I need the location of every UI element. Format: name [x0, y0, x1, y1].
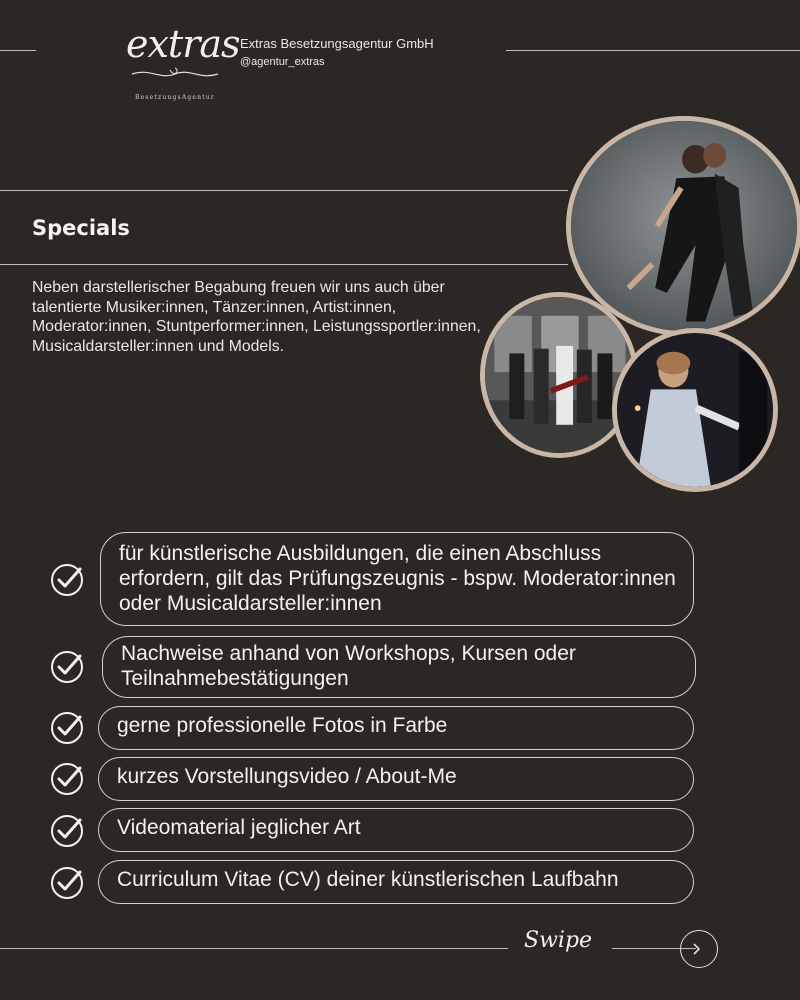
company-name: Extras Besetzungsagentur GmbH	[240, 36, 434, 51]
requirement-text: Videomaterial jeglicher Art	[117, 816, 361, 839]
requirement-item	[98, 860, 694, 904]
check-icon	[50, 563, 84, 597]
requirement-item	[98, 808, 694, 852]
section-line-top	[0, 190, 568, 191]
section-line-bottom	[0, 264, 568, 265]
header-line-right	[506, 50, 800, 51]
logo-flourish-icon	[130, 66, 220, 82]
swipe-label[interactable]: Swipe	[524, 928, 593, 953]
section-title: Specials	[32, 216, 130, 240]
photo-stage	[612, 328, 778, 492]
photo-band	[480, 292, 638, 458]
brand-logo	[120, 20, 240, 101]
swipe-arrow-button[interactable]	[680, 930, 718, 968]
requirement-item	[100, 532, 694, 626]
footer-line-left	[0, 948, 508, 949]
photo-dancers	[566, 116, 800, 336]
requirement-text: Curriculum Vitae (CV) deiner künstlerischen Laufbahn	[117, 868, 619, 891]
check-icon	[50, 650, 84, 684]
requirement-item	[102, 636, 696, 698]
stage-image	[617, 333, 773, 487]
requirement-text: für künstlerische Ausbildungen, die einen Abschluss erfordern, gilt das Prüfungszeugnis - bspw. Moderator:innen oder Musicaldarsteller:innen	[119, 542, 676, 615]
requirement-text: gerne professionelle Fotos in Farbe	[117, 714, 448, 737]
check-icon	[50, 762, 84, 796]
requirement-text: Nachweise anhand von Workshops, Kursen oder Teilnahmebestätigungen	[121, 642, 576, 690]
social-handle[interactable]: @agentur_extras	[240, 56, 325, 68]
intro-paragraph: Neben darstellerischer Begabung freuen wir uns auch über talentierte Musiker:innen, Tänzer:innen, Artist:innen, Moderator:innen, Stuntperformer:innen, Leistungssportler:innen, Musicaldarsteller:innen und Models.	[32, 279, 481, 355]
check-icon	[50, 866, 84, 900]
logo-wordmark: extras	[126, 22, 240, 66]
requirement-text: kurzes Vorstellungsvideo / About-Me	[117, 765, 457, 788]
requirement-item	[98, 706, 694, 750]
dancers-image	[571, 121, 797, 331]
logo-subtitle: BesetzungsAgentur	[135, 94, 215, 101]
check-icon	[50, 814, 84, 848]
band-image	[485, 297, 633, 453]
header-line-left	[0, 50, 36, 51]
arrow-right-icon	[681, 931, 717, 967]
check-icon	[50, 711, 84, 745]
requirement-item	[98, 757, 694, 801]
